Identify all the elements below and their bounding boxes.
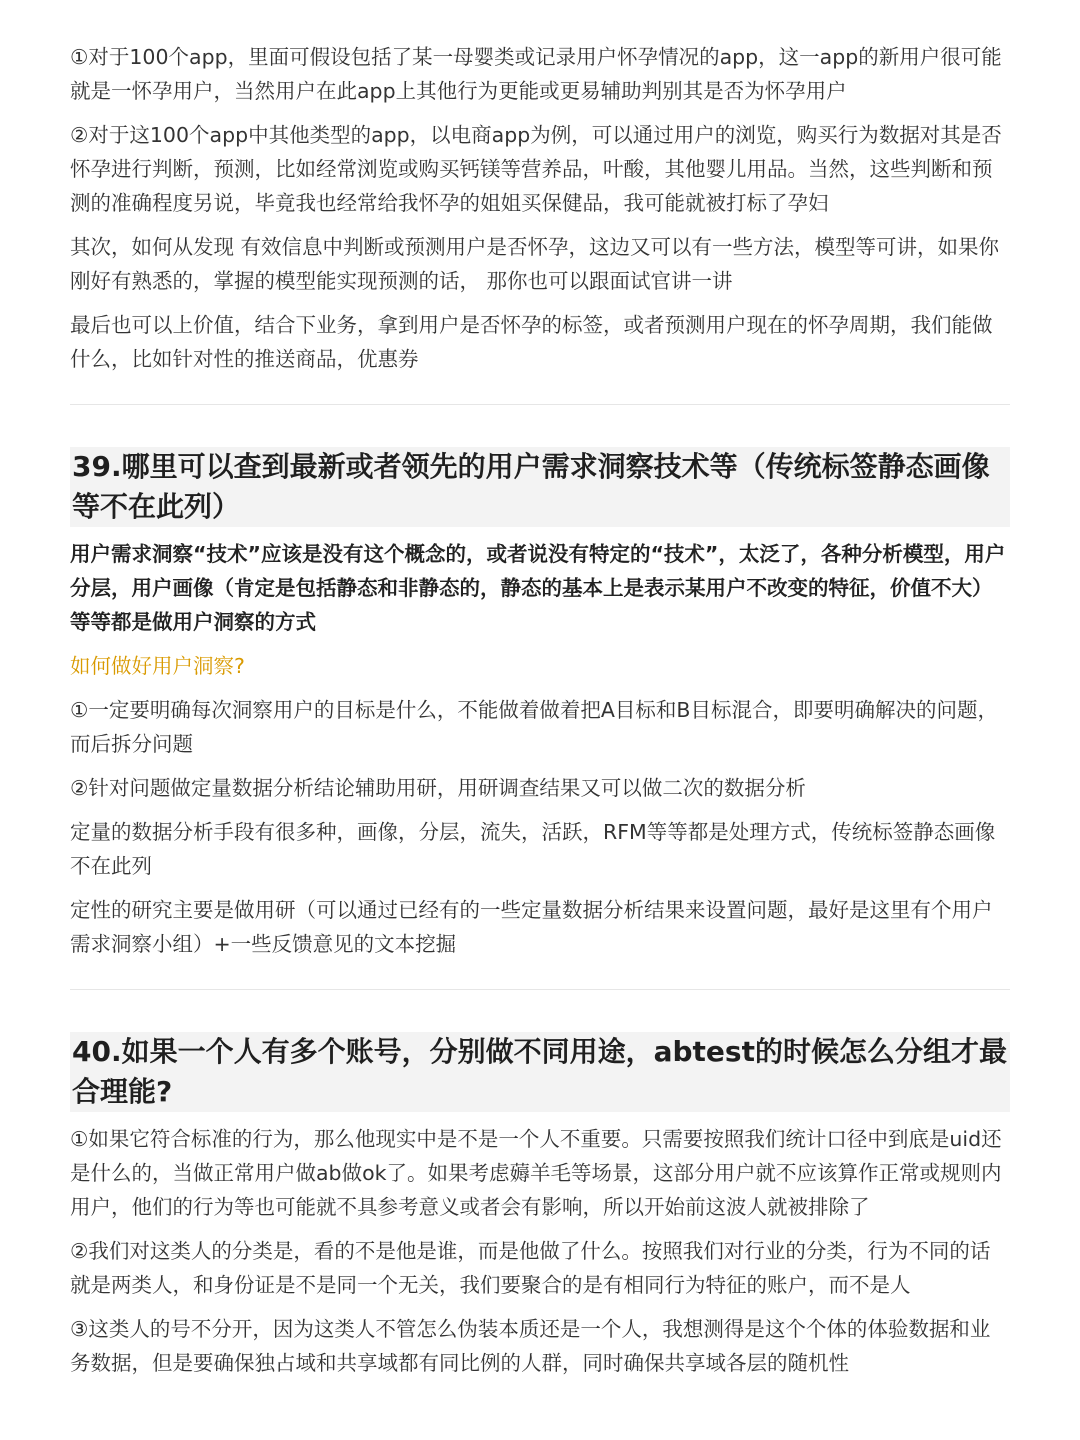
paragraph: ②针对问题做定量数据分析结论辅助用研，用研调查结果又可以做二次的数据分析 — [70, 776, 806, 800]
paragraph: ③这类人的号不分开，因为这类人不管怎么伪装本质还是一个人，我想测得是这个个体的体验数据和业务数据，但是要确保独占域和共享域都有同比例的人群，同时确保共享域各层的随机性 — [70, 1317, 991, 1375]
section-40 — [70, 1032, 1010, 1380]
accent-subheading: 如何做好用户洞察? — [70, 654, 245, 678]
section-top — [70, 0, 1010, 376]
paragraph: 定性的研究主要是做用研（可以通过已经有的一些定量数据分析结果来设置问题，最好是这里有个用户需求洞察小组）+一些反馈意见的文本挖掘 — [70, 898, 993, 956]
paragraph: 最后也可以上价值，结合下业务，拿到用户是否怀孕的标签，或者预测用户现在的怀孕周期，我们能做什么，比如针对性的推送商品，优惠券 — [70, 313, 993, 371]
bold-paragraph: 用户需求洞察“技术”应该是没有这个概念的，或者说没有特定的“技术”，太泛了，各种分析模型，用户分层，用户画像（肯定是包括静态和非静态的，静态的基本上是表示某用户不改变的特征，价值不大）等等都是做用户洞察的方式 — [70, 542, 1006, 634]
paragraph: ①如果它符合标准的行为，那么他现实中是不是一个人不重要。只需要按照我们统计口径中到底是uid还是什么的，当做正常用户做ab做ok了。如果考虑薅羊毛等场景，这部分用户就不应该算作正常或规则内用户，他们的行为等也可能就不具参考意义或者会有影响，所以开始前这波人就被排除了 — [70, 1127, 1002, 1219]
section-heading: 40.如果一个人有多个账号，分别做不同用途，abtest的时候怎么分组才最合理能? — [70, 1032, 1010, 1112]
section-heading: 39.哪里可以查到最新或者领先的用户需求洞察技术等（传统标签静态画像等不在此列） — [70, 447, 1010, 527]
paragraph: 其次，如何从发现 有效信息中判断或预测用户是否怀孕，这边又可以有一些方法，模型等可讲，如果你刚好有熟悉的，掌握的模型能实现预测的话， 那你也可以跟面试官讲一讲 — [70, 235, 1000, 293]
section-39 — [70, 447, 1010, 961]
paragraph: ②我们对这类人的分类是，看的不是他是谁，而是他做了什么。按照我们对行业的分类，行为不同的话就是两类人，和身份证是不是同一个无关，我们要聚合的是有相同行为特征的账户，而不是人 — [70, 1239, 991, 1297]
paragraph: ①对于100个app，里面可假设包括了某一母婴类或记录用户怀孕情况的app，这一app的新用户很可能就是一怀孕用户，当然用户在此app上其他行为更能或更易辅助判别其是否为怀孕用户 — [70, 45, 1002, 103]
paragraph: ①一定要明确每次洞察用户的目标是什么，不能做着做着把A目标和B目标混合，即要明确解决的问题，而后拆分问题 — [70, 698, 998, 756]
paragraph: ②对于这100个app中其他类型的app，以电商app为例，可以通过用户的浏览，购买行为数据对其是否怀孕进行判断，预测，比如经常浏览或购买钙镁等营养品，叶酸，其他婴儿用品。当然，这些判断和预测的准确程度另说，毕竟我也经常给我怀孕的姐姐买保健品，我可能就被打标了孕妇 — [70, 123, 1002, 215]
paragraph: 定量的数据分析手段有很多种，画像，分层，流失，活跃，RFM等等都是处理方式，传统标签静态画像不在此列 — [70, 820, 996, 878]
